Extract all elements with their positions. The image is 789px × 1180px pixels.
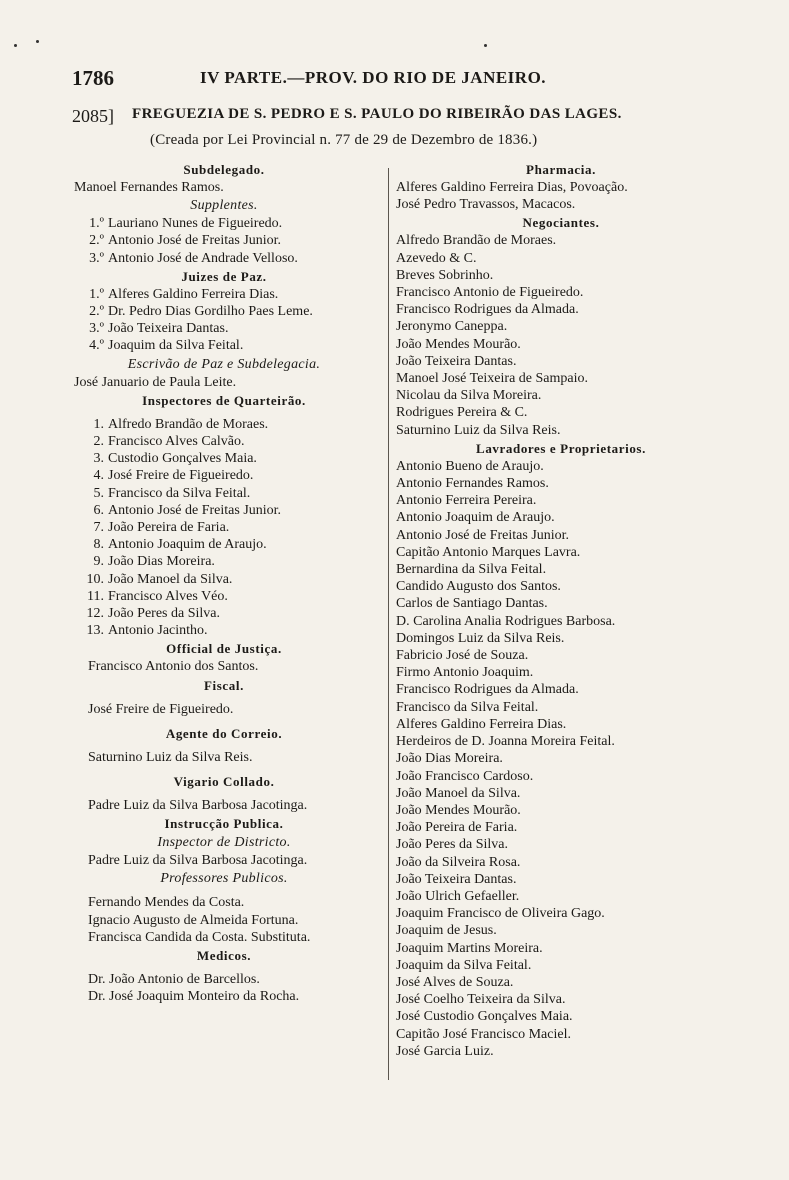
negociantes-list [396,232,726,438]
list-item: 5. Francisco da Silva Feital. [93,485,251,501]
list-item: Bernardina da Silva Feital. [396,562,547,578]
list-item: Joaquim Francisco de Oliveira Gago. [396,906,605,922]
pharmacia-heading: Pharmacia. [526,162,596,177]
list-item: João Mendes Mourão. [396,336,521,352]
escrivao-name: José Januario de Paula Leite. [74,374,237,390]
list-item: 12. João Peres da Silva. [86,606,220,622]
list-item: Alfredo Brandão de Moraes. [396,233,557,249]
list-item: Jeronymo Caneppa. [396,319,508,335]
list-item: 3.º João Teixeira Dantas. [89,321,229,337]
negociantes-heading: Negociantes. [522,215,600,231]
creation-note: (Creada por Lei Provincial n. 77 de 29 de Dezembro de 1836.) [150,132,538,148]
list-item: 2. Francisco Alves Calvão. [93,434,245,450]
list-item: 1.º Lauriano Nunes de Figueiredo. [89,216,283,232]
list-item: Alferes Galdino Ferreira Dias, Povoação. [396,180,628,195]
list-item: Dr. João Antonio de Barcellos. [88,972,260,988]
running-head [72,66,729,92]
list-item: 1. Alfredo Brandão de Moraes. [93,416,269,432]
running-title: IV PARTE.—PROV. DO RIO DE JANEIRO. [200,68,547,87]
list-item: Antonio Ferreira Pereira. [396,493,537,509]
list-item: 8. Antonio Joaquim de Araujo. [93,537,267,553]
official-name: Francisco Antonio dos Santos. [88,659,259,675]
list-item: José Pedro Travassos, Macacos. [396,197,576,213]
list-item: Antonio Joaquim de Araujo. [396,510,555,526]
correio-heading: Agente do Correio. [165,725,283,741]
list-item: João Teixeira Dantas. [396,353,517,369]
juizes-list [74,286,374,355]
section-title: FREGUEZIA DE S. PEDRO E S. PAULO DO RIBEIRÃO DAS LAGES. [132,106,622,122]
list-item: João Francisco Cardoso. [396,768,534,784]
left-column [74,160,374,1006]
list-item: Alferes Galdino Ferreira Dias. [396,716,567,732]
list-item: 3. Custodio Gonçalves Maia. [93,451,257,467]
lavradores-heading: Lavradores e Proprietarios. [476,440,646,456]
list-item: José Garcia Luiz. [396,1043,494,1059]
list-item: João Dias Moreira. [396,751,503,767]
vigario-heading: Vigario Collado. [173,774,275,790]
list-item: João da Silveira Rosa. [396,854,521,870]
list-item: Fabricio José de Souza. [396,648,529,664]
list-item: Herdeiros de D. Joanna Moreira Feital. [396,734,615,750]
list-item: Saturnino Luiz da Silva Reis. [396,422,561,438]
juizes-heading: Juizes de Paz. [181,268,267,284]
scan-speck [14,44,17,47]
list-item: 2.º Dr. Pedro Dias Gordilho Paes Leme. [89,304,313,320]
official-heading: Official de Justiça. [166,641,282,657]
list-item: 4. José Freire de Figueiredo. [93,468,254,484]
list-item: João Ulrich Gefaeller. [396,888,520,904]
inspector-name: Padre Luiz da Silva Barbosa Jacotinga. [88,853,308,869]
subdelegado-name: Manoel Fernandes Ramos. [74,180,224,195]
list-item: Antonio José de Freitas Junior. [396,527,570,543]
professores-heading: Professores Publicos. [160,871,288,887]
list-item: Nicolau da Silva Moreira. [396,388,542,404]
medicos-list [74,971,374,1005]
list-item: João Peres da Silva. [396,837,508,853]
list-item: D. Carolina Analia Rodrigues Barbosa. [396,613,616,629]
list-item: Antonio Bueno de Araujo. [396,458,544,474]
list-item: Capitão José Francisco Maciel. [396,1026,571,1042]
section-number: 2085] [72,106,114,126]
fiscal-heading: Fiscal. [204,677,244,693]
list-item: Joaquim da Silva Feital. [396,957,532,973]
list-item: Francisco Antonio de Figueiredo. [396,285,584,301]
medicos-heading: Medicos. [196,948,252,964]
list-item: Carlos de Santiago Dantas. [396,596,548,612]
list-item: 1.º Alferes Galdino Ferreira Dias. [89,286,279,302]
list-item: João Teixeira Dantas. [396,871,517,887]
list-item: Azevedo & C. [396,250,477,266]
pharmacia-list [396,179,726,213]
list-item: 7. João Pereira de Faria. [93,520,230,536]
supplentes-list [74,215,374,267]
list-item: Ignacio Augusto de Almeida Fortuna. [88,912,299,928]
list-item: José Alves de Souza. [396,974,514,990]
column-divider [388,168,389,1080]
list-item: Joaquim Martins Moreira. [396,940,543,956]
escrivao-heading: Escrivão de Paz e Subdelegacia. [127,356,321,372]
list-item: 13. Antonio Jacintho. [86,623,208,639]
fiscal-name: José Freire de Figueiredo. [88,701,234,717]
inspectores-list [74,416,374,640]
list-item: José Coelho Teixeira da Silva. [396,992,566,1008]
list-item: Antonio Fernandes Ramos. [396,476,549,492]
right-column [396,160,726,1060]
lavradores-list [396,458,726,1060]
list-item: José Custodio Gonçalves Maia. [396,1009,573,1025]
scan-speck [484,44,487,47]
list-item: Firmo Antonio Joaquim. [396,665,534,681]
list-item: 9. João Dias Moreira. [93,554,215,570]
list-item: Joaquim de Jesus. [396,923,497,939]
list-item: 10. João Manoel da Silva. [86,571,233,587]
correio-name: Saturnino Luiz da Silva Reis. [88,749,253,765]
list-item: João Pereira de Faria. [396,820,518,836]
scan-speck [36,40,39,43]
list-item: 2.º Antonio José de Freitas Junior. [89,233,282,249]
list-item: João Mendes Mourão. [396,802,521,818]
list-item: Rodrigues Pereira & C. [396,405,528,421]
list-item: Francisco da Silva Feital. [396,699,539,715]
instruccao-heading: Instrucção Publica. [164,816,284,832]
list-item: João Manoel da Silva. [396,785,521,801]
list-item: Francisca Candida da Costa. Substituta. [88,929,311,945]
page-number: 1786 [72,66,114,90]
list-item: Capitão Antonio Marques Lavra. [396,544,581,560]
list-item: Manoel José Teixeira de Sampaio. [396,371,588,387]
professores-list [74,894,374,946]
vigario-name: Padre Luiz da Silva Barbosa Jacotinga. [88,798,308,814]
supplentes-heading: Supplentes. [190,198,258,214]
list-item: 6. Antonio José de Freitas Junior. [93,502,282,518]
list-item: Dr. José Joaquim Monteiro da Rocha. [88,989,300,1005]
inspectores-heading: Inspectores de Quarteirão. [142,392,306,408]
list-item: Fernando Mendes da Costa. [88,895,245,911]
subdelegado-heading: Subdelegado. [183,162,265,177]
list-item: Breves Sobrinho. [396,267,494,283]
list-item: 4.º Joaquim da Silva Feital. [89,338,244,354]
list-item: Domingos Luiz da Silva Reis. [396,630,565,646]
list-item: 3.º Antonio José de Andrade Velloso. [89,250,298,266]
list-item: Candido Augusto dos Santos. [396,579,561,595]
inspector-heading: Inspector de Districto. [157,835,291,851]
list-item: Francisco Rodrigues da Almada. [396,682,579,698]
list-item: 11. Francisco Alves Véo. [87,588,228,604]
list-item: Francisco Rodrigues da Almada. [396,302,579,318]
